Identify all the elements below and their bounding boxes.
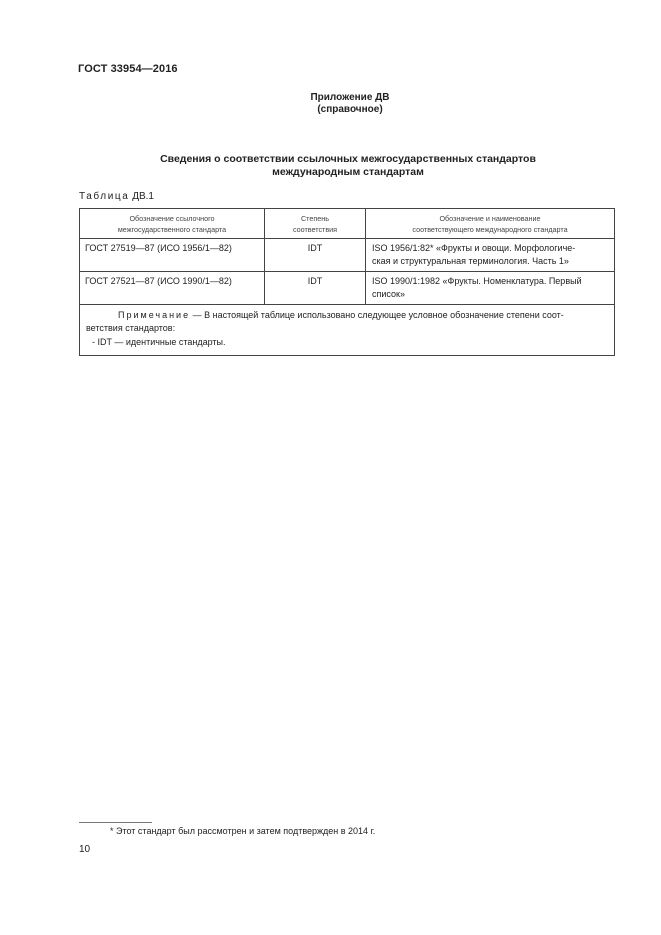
table-caption-number: ДВ.1 (132, 191, 154, 202)
intl-standard-cell (366, 239, 615, 272)
header-ref-standard (80, 209, 265, 239)
table-note-row (80, 305, 615, 356)
correspondence-table (79, 208, 615, 356)
page-number: 10 (79, 844, 91, 855)
ref-standard-cell: ГОСТ 27519—87 (ИСО 1956/1—82) (80, 239, 265, 272)
intl-standard-line2: ская и структуральная терминология. Часть 1» (372, 256, 569, 266)
annex-title-block (0, 92, 661, 116)
intl-standard-line1: ISO 1956/1:82* «Фрукты и овощи. Морфологиче- (372, 243, 576, 253)
annex-title: Приложение ДВ (310, 92, 390, 103)
section-heading-line1: Сведения о соответствии ссылочных межгосударственных стандартов (160, 153, 536, 165)
intl-standard-line2: список» (372, 289, 405, 299)
degree-cell: IDT (265, 272, 366, 305)
section-heading-line2: международным стандартам (272, 166, 424, 178)
table-note (80, 305, 615, 356)
footnote-divider (79, 822, 152, 823)
document-code: ГОСТ 33954—2016 (78, 63, 178, 75)
intl-standard-line1: ISO 1990/1:1982 «Фрукты. Номенклатура. Первый (372, 276, 582, 286)
table-header-row (80, 209, 615, 239)
header-ref-standard-line1: Обозначение ссылочного (129, 214, 215, 223)
table-row (80, 239, 615, 272)
note-item: - IDT — идентичные стандарты. (92, 337, 226, 347)
header-intl-standard-line2: соответствующего международного стандарта (412, 225, 568, 234)
header-degree (265, 209, 366, 239)
header-ref-standard-line2: межгосударственного стандарта (117, 225, 227, 234)
table-caption (79, 191, 154, 202)
section-heading (0, 153, 661, 179)
ref-standard-cell: ГОСТ 27521—87 (ИСО 1990/1—82) (80, 272, 265, 305)
note-text-line2: ветствия стандартов: (86, 323, 176, 333)
header-intl-standard (366, 209, 615, 239)
header-degree-line2: соответствия (292, 225, 338, 234)
note-text-line1: — В настоящей таблице использовано следующее условное обозначение степени соот- (190, 310, 564, 320)
annex-subtitle: (справочное) (317, 104, 383, 115)
note-label: Примечание (118, 310, 191, 320)
intl-standard-cell (366, 272, 615, 305)
header-degree-line1: Степень (300, 214, 329, 223)
table-caption-label: Таблица (79, 191, 130, 202)
footnote: * Этот стандарт был рассмотрен и затем подтвержден в 2014 г. (110, 826, 376, 836)
table-row (80, 272, 615, 305)
degree-cell: IDT (265, 239, 366, 272)
header-intl-standard-line1: Обозначение и наименование (439, 214, 541, 223)
note-line1 (86, 309, 608, 322)
